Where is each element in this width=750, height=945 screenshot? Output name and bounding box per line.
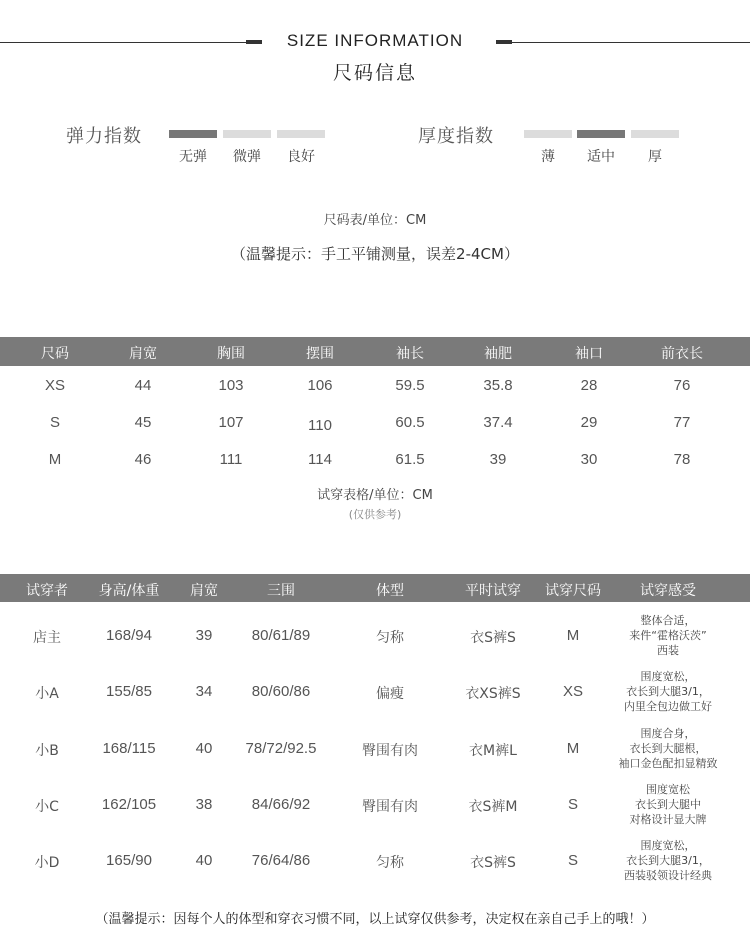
- size-table-cell: 59.5: [395, 377, 425, 394]
- tryon-table-cell: 80/60/86: [251, 683, 311, 700]
- thickness-label: 厚度指数: [418, 126, 494, 147]
- tryon-table-header-8: 试穿感受: [640, 583, 696, 599]
- size-table-header-5: 袖长: [396, 346, 424, 362]
- thickness-segment-3: [631, 130, 679, 138]
- size-table-cell: M: [48, 451, 62, 468]
- size-table-cell: 77: [673, 414, 691, 431]
- size-table-cell: 111: [219, 451, 243, 468]
- tryon-feeling-line: 整体合适，: [640, 614, 696, 627]
- elasticity-segment-3: [277, 130, 325, 138]
- tryon-table-cell: 76/64/86: [251, 852, 311, 869]
- tryon-table-cell: 衣M裤L: [469, 743, 517, 759]
- tryon-table-cell: 34: [195, 683, 213, 700]
- tryon-table-cell: 168/94: [106, 627, 152, 644]
- size-table-header-1: 尺码: [41, 346, 69, 362]
- tryon-table-cell: 匀称: [376, 855, 404, 871]
- footer-note: （温馨提示：因每个人的体型和穿衣习惯不同，以上试穿仅供参考，决定权在亲自己手上的哦！）: [95, 912, 655, 927]
- size-table-cell: 103: [218, 377, 244, 394]
- size-table-header-7: 袖口: [575, 346, 603, 362]
- tryon-table-cell: S: [567, 796, 579, 813]
- size-table-cell: 28: [580, 377, 598, 394]
- size-table-cell: 107: [218, 414, 244, 431]
- tryon-table-cell: M: [566, 627, 580, 644]
- thickness-segment-2: [577, 130, 625, 138]
- measure-note: （温馨提示：手工平铺测量，误差2-4CM）: [231, 245, 519, 263]
- tryon-feeling-line: 来件“霍格沃茨”: [629, 629, 707, 642]
- tryon-table-cell: 78/72/92.5: [245, 740, 317, 757]
- elasticity-option-3: 良好: [287, 149, 315, 165]
- tryon-table-cell: 40: [195, 740, 213, 757]
- tryon-table-cell: 小C: [35, 799, 59, 815]
- tryon-table-cell: 小A: [35, 686, 59, 702]
- tryon-feeling-line: 衣长到大腿3/1，: [626, 854, 710, 867]
- title-rule-right: [496, 42, 750, 43]
- size-table-header-8: 前衣长: [661, 346, 703, 362]
- tryon-feeling-line: 衣长到大腿3/1，: [626, 685, 710, 698]
- size-table-cell: 44: [134, 377, 152, 394]
- tryon-feeling-line: 衣长到大腿中: [635, 798, 701, 811]
- size-table-cell: 37.4: [483, 414, 513, 431]
- size-table-cell: 76: [673, 377, 691, 394]
- tryon-table-cell: 臀围有肉: [362, 799, 418, 815]
- tryon-table-cell: 店主: [33, 630, 61, 646]
- tryon-feeling-line: 围度宽松: [646, 783, 690, 796]
- tryon-feeling-line: 对格设计显大牌: [629, 813, 707, 826]
- title-chinese: 尺码信息: [332, 62, 417, 84]
- tryon-table-cell: 162/105: [101, 796, 157, 813]
- size-table-cell: 29: [580, 414, 598, 431]
- tryon-table-cell: 衣S裤M: [468, 799, 518, 815]
- tryon-table-cell: XS: [562, 683, 584, 700]
- tryon-feeling-line: 西装: [657, 644, 679, 657]
- elasticity-option-2: 微弹: [233, 149, 261, 165]
- tryon-table-cell: M: [566, 740, 580, 757]
- size-table-cell: 35.8: [483, 377, 513, 394]
- tryon-table-cell: 臀围有肉: [362, 743, 418, 759]
- tryon-table-cell: 155/85: [106, 683, 152, 700]
- size-table-header-4: 摆围: [306, 346, 334, 362]
- size-unit-caption: 尺码表/单位：CM: [323, 213, 427, 228]
- tryon-table-cell: 小D: [34, 855, 60, 871]
- tryon-feeling-line: 衣长到大腿根，: [629, 742, 707, 755]
- elasticity-option-1: 无弹: [179, 149, 207, 165]
- tryon-reference-note: (仅供参考): [348, 508, 402, 521]
- elasticity-segment-1: [169, 130, 217, 138]
- tryon-table-cell: 衣S裤S: [470, 855, 516, 871]
- size-table-header-3: 胸围: [217, 346, 245, 362]
- thickness-option-1: 薄: [541, 149, 555, 165]
- size-table-cell: 110: [308, 417, 332, 434]
- size-table-cell: 60.5: [395, 414, 425, 431]
- tryon-table-header-5: 体型: [376, 583, 404, 599]
- tryon-table-cell: 40: [195, 852, 213, 869]
- thickness-option-3: 厚: [648, 149, 662, 165]
- tryon-table-cell: S: [567, 852, 579, 869]
- size-table-cell: 106: [307, 377, 333, 394]
- tryon-table-cell: 衣XS裤S: [465, 686, 521, 702]
- elasticity-segment-2: [223, 130, 271, 138]
- size-table-cell: 114: [308, 451, 332, 468]
- size-table-cell: 46: [134, 451, 152, 468]
- tryon-table-cell: 165/90: [106, 852, 152, 869]
- tryon-feeling-line: 围度合身，: [640, 727, 696, 740]
- size-table-header: [0, 337, 750, 366]
- tryon-feeling-line: 内里全包边做工好: [624, 700, 712, 713]
- thickness-segment-1: [524, 130, 572, 138]
- size-table-header-2: 肩宽: [129, 346, 157, 362]
- tryon-table-header-7: 试穿尺码: [545, 583, 601, 599]
- tryon-table-cell: 衣S裤S: [470, 630, 516, 646]
- tryon-table-header-6: 平时试穿: [465, 583, 521, 599]
- tryon-unit-caption: 试穿表格/单位：CM: [317, 488, 433, 503]
- size-table-cell: 39: [489, 451, 507, 468]
- size-table-cell: 78: [673, 451, 691, 468]
- tryon-feeling-line: 围度宽松，: [640, 839, 696, 852]
- tryon-table-header-4: 三围: [267, 583, 295, 599]
- size-table-header-6: 袖肥: [484, 346, 512, 362]
- tryon-table-cell: 38: [195, 796, 213, 813]
- tryon-table-cell: 80/61/89: [251, 627, 311, 644]
- size-table-cell: S: [49, 414, 61, 431]
- tryon-feeling-line: 围度宽松，: [640, 670, 696, 683]
- tryon-table-cell: 39: [195, 627, 213, 644]
- tryon-table-cell: 168/115: [102, 740, 156, 757]
- tryon-table-header-2: 身高/体重: [98, 583, 160, 599]
- size-table-cell: 61.5: [395, 451, 425, 468]
- elasticity-label: 弹力指数: [66, 126, 142, 147]
- tryon-table-header-3: 肩宽: [190, 583, 218, 599]
- size-table-cell: 30: [580, 451, 598, 468]
- tryon-table-cell: 小B: [35, 743, 59, 759]
- size-table-cell: 45: [134, 414, 152, 431]
- size-table-cell: XS: [44, 377, 66, 394]
- tryon-table-cell: 匀称: [376, 630, 404, 646]
- tryon-feeling-line: 袖口金色配扣显精致: [618, 757, 718, 770]
- title-english: SIZE INFORMATION: [286, 31, 464, 50]
- tryon-feeling-line: 西装驳领设计经典: [624, 869, 712, 882]
- tryon-table-cell: 偏瘦: [376, 686, 404, 702]
- tryon-table-cell: 84/66/92: [251, 796, 311, 813]
- thickness-option-2: 适中: [587, 149, 615, 165]
- tryon-table-header-1: 试穿者: [26, 583, 68, 599]
